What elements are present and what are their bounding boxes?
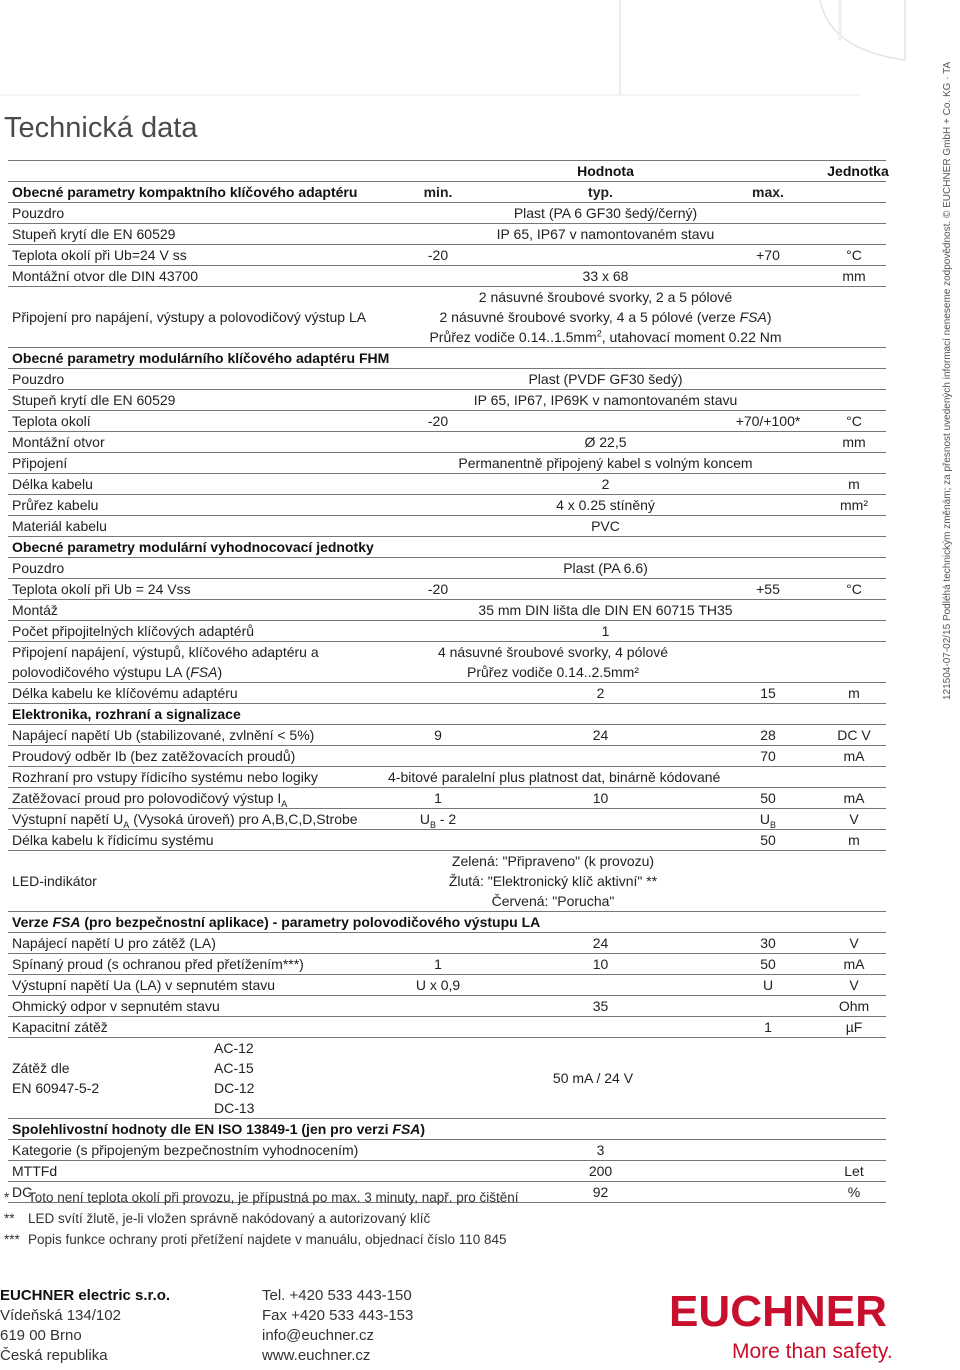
- footer-contact: [262, 1286, 413, 1366]
- table-row: [8, 1038, 886, 1119]
- footnote: [4, 1229, 519, 1250]
- page-title: Technická data: [4, 112, 198, 144]
- value-max: +70: [756, 247, 780, 263]
- param-label: Teplota okolí při Ub = 24 Vss: [12, 581, 191, 597]
- value-max: 50: [760, 956, 776, 972]
- param-value: Plast (PA 6 GF30 šedý/černý): [513, 205, 698, 221]
- euchner-logo: [668, 1290, 888, 1330]
- table-row: [8, 474, 886, 495]
- param-label: Spínaný proud (s ochranou před přetížením***): [12, 956, 304, 972]
- param-label: Materiál kabelu: [12, 518, 107, 534]
- value-min: U x 0,9: [415, 977, 461, 993]
- unit: °C: [846, 581, 862, 597]
- table-row: [8, 996, 886, 1017]
- value-subscript: B: [429, 819, 436, 830]
- header-max: max.: [752, 184, 784, 200]
- table-row: [8, 495, 886, 516]
- param-label: Pouzdro: [12, 205, 65, 221]
- param-label: Stupeň krytí dle EN 60529: [12, 392, 176, 408]
- footnote-mark: *: [4, 1190, 10, 1205]
- section-row-reliability: [8, 1119, 886, 1140]
- unit: %: [847, 1184, 861, 1200]
- country: Česká republika: [0, 1347, 108, 1364]
- value-text: , utahovací moment 0.22 Nm: [601, 329, 782, 345]
- value-max: 15: [760, 685, 776, 701]
- param-value: 3: [596, 1142, 605, 1158]
- param-value-multiline: [388, 287, 823, 347]
- value-min: [388, 809, 488, 829]
- value-typ: 35: [592, 998, 609, 1014]
- unit: mm: [842, 434, 866, 450]
- phone: Tel. +420 533 443-150: [262, 1287, 412, 1304]
- param-label: Montážní otvor dle DIN 43700: [12, 268, 198, 284]
- label-subscript: A: [123, 819, 130, 830]
- param-value: IP 65, IP67, IP69K v namontovaném stavu: [473, 392, 738, 408]
- table-row: [8, 453, 886, 474]
- param-label: Průřez kabelu: [12, 497, 99, 513]
- param-label: Kapacitní zátěž: [12, 1019, 108, 1035]
- website-link[interactable]: www.euchner.cz: [262, 1347, 371, 1364]
- footnote-text: LED svítí žlutě, je-li vložen správně nakódovaný a autorizovaný klíč: [28, 1211, 431, 1226]
- section-title: [12, 1119, 425, 1139]
- label-text: ): [217, 664, 223, 680]
- table-row: [8, 830, 886, 851]
- section-text: (pro bezpečnostní aplikace) - parametry polovodičového výstupu LA: [80, 914, 541, 930]
- param-value: PVC: [591, 518, 620, 534]
- table-row: [8, 579, 886, 600]
- section-title: Elektronika, rozhraní a signalizace: [12, 706, 241, 722]
- unit: m: [848, 476, 860, 492]
- value-max: +70/+100*: [735, 413, 801, 429]
- value-max: 1: [764, 1019, 772, 1035]
- unit: V: [849, 811, 859, 827]
- section-row-fhm: [8, 348, 886, 369]
- side-legal-text: 121504-07-02/15 Podléhá technickým změnám; za přesnost uvedených informací neneseme zodpovědnost. © EUCHNER GmbH + Co. KG · TA: [942, 61, 953, 700]
- param-label: DC: [12, 1184, 33, 1200]
- param-value: 1: [601, 623, 610, 639]
- table-row: [8, 432, 886, 453]
- section-row-eval: [8, 537, 886, 558]
- header-typ: typ.: [588, 184, 613, 200]
- unit: mm²: [840, 497, 868, 513]
- param-value: Permanentně připojený kabel s volným koncem: [458, 455, 753, 471]
- value-max: 30: [760, 935, 776, 951]
- value-line: [388, 327, 823, 347]
- param-label: Stupeň krytí dle EN 60529: [12, 226, 176, 242]
- table-row: [8, 1161, 886, 1182]
- value-text: U: [419, 811, 430, 827]
- param-value-multiline: [388, 642, 718, 682]
- label-line: Zátěž dle: [12, 1060, 70, 1076]
- label-line: EN 60947-5-2: [12, 1080, 100, 1096]
- label-line: [12, 662, 319, 682]
- led-indicator-values: [388, 851, 718, 911]
- label-subscript: A: [281, 798, 288, 809]
- label-line: Připojení napájení, výstupů, klíčového adaptéru a: [12, 644, 319, 660]
- param-label: Délka kabelu: [12, 476, 93, 492]
- param-value: Ø 22,5: [584, 434, 627, 450]
- param-label: Montážní otvor: [12, 434, 105, 450]
- table-header-row: [8, 160, 889, 182]
- table-row: [8, 390, 886, 411]
- value-typ: 24: [592, 727, 609, 743]
- section-text: ): [420, 1121, 426, 1137]
- label-text-fsa: FSA: [190, 664, 218, 680]
- unit: m: [848, 685, 860, 701]
- param-label: Připojení pro napájení, výstupy a polovodičový výstup LA: [12, 309, 367, 325]
- table-row: [8, 683, 886, 704]
- svg-text:EUCHNER: EUCHNER: [669, 1290, 887, 1330]
- unit: V: [849, 935, 859, 951]
- unit: mA: [843, 956, 865, 972]
- section-title: Obecné parametry modulárního klíčového adaptéru FHM: [12, 350, 390, 366]
- company-name: EUCHNER electric s.r.o.: [0, 1287, 171, 1304]
- param-value: 33 x 68: [582, 268, 629, 284]
- param-value: Plast (PVDF GF30 šedý): [528, 371, 683, 387]
- table-row: [8, 642, 886, 683]
- value-min: 1: [434, 790, 442, 806]
- value-line: 4 násuvné šroubové svorky, 4 pólové: [437, 644, 669, 660]
- table-row: [8, 411, 886, 432]
- table-row: [8, 266, 886, 287]
- unit: V: [849, 977, 859, 993]
- param-value: IP 65, IP67 v namontovaném stavu: [496, 226, 715, 242]
- value-max: +55: [756, 581, 780, 597]
- param-label: Teplota okolí při Ub=24 V ss: [12, 247, 187, 263]
- value-max: 50: [760, 832, 776, 848]
- value-line: Červená: "Porucha": [491, 893, 615, 909]
- category-line: AC-12: [214, 1040, 254, 1056]
- label-text: (Vysoká úroveň) pro A,B,C,D,Strobe: [129, 811, 358, 827]
- value-max: [713, 809, 823, 829]
- unit: °C: [846, 413, 862, 429]
- value-typ: 24: [592, 935, 609, 951]
- param-label: MTTFd: [12, 1163, 58, 1179]
- value-max: 50: [760, 790, 776, 806]
- section-row-fsa: [8, 912, 886, 933]
- label-text: Zatěžovací proud pro polovodičový výstup I: [12, 790, 282, 806]
- param-label: Napájecí napětí Ub (stabilizované, zvlnění < 5%): [12, 727, 315, 743]
- param-label: Kategorie (s připojeným bezpečnostním vyhodnocením): [12, 1142, 359, 1158]
- table-row: [8, 224, 886, 245]
- param-label: [12, 809, 358, 829]
- value-superscript: 2: [596, 328, 602, 339]
- unit: mA: [843, 790, 865, 806]
- header-jednotka: Jednotka: [827, 163, 889, 179]
- param-value: 50 mA / 24 V: [552, 1070, 634, 1086]
- unit: Ohm: [838, 998, 870, 1014]
- table-row: [8, 245, 886, 266]
- table-row: [8, 203, 886, 224]
- street: Vídeňská 134/102: [0, 1307, 121, 1324]
- category-line: DC-13: [214, 1100, 255, 1116]
- value-min: 1: [434, 956, 442, 972]
- param-label: Připojení: [12, 455, 68, 471]
- param-label-multiline: [12, 1058, 99, 1098]
- param-value: 35 mm DIN lišta dle DIN EN 60715 TH35: [478, 602, 733, 618]
- table-row: [8, 1017, 886, 1038]
- param-label: Pouzdro: [12, 560, 65, 576]
- email-link[interactable]: info@euchner.cz: [262, 1327, 374, 1344]
- category-line: AC-15: [214, 1060, 254, 1076]
- param-label: [12, 788, 287, 808]
- param-value: 4-bitové paralelní plus platnost dat, binárně kódované: [388, 769, 721, 785]
- table-row: [8, 851, 886, 912]
- table-row: [8, 621, 886, 642]
- value-line: 2 násuvné šroubové svorky, 2 a 5 pólové: [478, 289, 733, 305]
- footnotes: [4, 1187, 519, 1250]
- section-text-fsa: FSA: [392, 1121, 421, 1137]
- decorative-header-graphic: [0, 0, 960, 110]
- unit: m: [848, 832, 860, 848]
- value-min: -20: [427, 581, 449, 597]
- param-label-multiline: [12, 642, 319, 682]
- table-row: [8, 369, 886, 390]
- table-row: [8, 809, 886, 830]
- section-row-elec: [8, 704, 886, 725]
- unit: µF: [845, 1019, 863, 1035]
- param-label: Počet připojitelných klíčových adaptérů: [12, 623, 255, 639]
- table-row: [8, 933, 886, 954]
- param-label: Montáž: [12, 602, 58, 618]
- footnote-mark: **: [4, 1211, 15, 1226]
- value-typ: 10: [592, 790, 609, 806]
- section-row-compact: [8, 182, 886, 203]
- param-label: Délka kabelu k řídicímu systému: [12, 832, 214, 848]
- param-label: Délka kabelu ke klíčovému adaptéru: [12, 685, 238, 701]
- value-text: - 2: [435, 811, 457, 827]
- param-value: Plast (PA 6.6): [563, 560, 648, 576]
- value-subscript: B: [770, 819, 777, 830]
- category-line: DC-12: [214, 1080, 255, 1096]
- label-text: polovodičového výstupu LA (: [12, 664, 191, 680]
- unit: °C: [846, 247, 862, 263]
- table-row: [8, 725, 886, 746]
- param-value: 92: [592, 1184, 609, 1200]
- section-text-fsa: FSA: [52, 914, 81, 930]
- value-line: Průřez vodiče 0.14..2.5mm²: [467, 664, 639, 680]
- spec-table: [8, 160, 889, 1203]
- param-label: Pouzdro: [12, 371, 65, 387]
- param-label: Teplota okolí: [12, 413, 91, 429]
- footnote: [4, 1187, 519, 1208]
- footnote-text: Popis funkce ochrany proti přetížení najdete v manuálu, objednací číslo 110 845: [28, 1232, 507, 1247]
- footnote-text: Toto není teplota okolí při provozu, je přípustná po max. 3 minuty, např. pro čištění: [28, 1190, 519, 1205]
- value-text: Průřez vodiče 0.14..1.5mm: [429, 329, 597, 345]
- param-label: Ohmický odpor v sepnutém stavu: [12, 998, 220, 1014]
- value-min: -20: [427, 413, 449, 429]
- table-row: [8, 975, 886, 996]
- brand-slogan: More than safety.: [732, 1340, 893, 1363]
- section-title: Obecné parametry modulární vyhodnocovací jednotky: [12, 539, 374, 555]
- table-row: [8, 954, 886, 975]
- value-min: 9: [434, 727, 442, 743]
- param-value: 200: [588, 1163, 613, 1179]
- unit: mm: [842, 268, 866, 284]
- table-row: [8, 287, 886, 348]
- section-title: [12, 912, 540, 932]
- value-min: -20: [427, 247, 449, 263]
- value-max: 70: [760, 748, 776, 764]
- param-label: Rozhraní pro vstupy řídicího systému nebo logiky: [12, 769, 318, 785]
- value-text: 2 násuvné šroubové svorky, 4 a 5 pólové (verze: [439, 309, 740, 325]
- label-text: Výstupní napětí U: [12, 811, 124, 827]
- table-row: [8, 746, 886, 767]
- value-line: Zelená: "Připraveno" (k provozu): [451, 853, 655, 869]
- value-max: U: [762, 977, 774, 993]
- param-label: Proudový odběr Ib (bez zatěžovacích proudů): [12, 748, 296, 764]
- table-row: [8, 1140, 886, 1161]
- value-typ: 10: [592, 956, 609, 972]
- section-title: Obecné parametry kompaktního klíčového adaptéru: [12, 184, 358, 200]
- utilization-categories: [214, 1038, 254, 1118]
- fax: Fax +420 533 443-153: [262, 1307, 414, 1324]
- param-value: 4 x 0.25 stíněný: [556, 497, 655, 513]
- section-text: Spolehlivostní hodnoty dle EN ISO 13849-1 (jen pro verzi: [12, 1121, 393, 1137]
- header-hodnota: Hodnota: [577, 163, 634, 179]
- unit: DC V: [837, 727, 871, 743]
- param-value: 2: [601, 476, 610, 492]
- param-label: LED-indikátor: [12, 873, 97, 889]
- section-text: Verze: [12, 914, 53, 930]
- unit: mA: [843, 748, 865, 764]
- value-max: 28: [760, 727, 776, 743]
- table-row: [8, 788, 886, 809]
- value-text: ): [766, 309, 772, 325]
- value-line: [388, 307, 823, 327]
- param-label: Výstupní napětí Ua (LA) v sepnutém stavu: [12, 977, 276, 993]
- footer-address: [0, 1286, 170, 1366]
- param-label: Napájecí napětí U pro zátěž (LA): [12, 935, 216, 951]
- header-min: min.: [423, 184, 453, 200]
- value-text: U: [759, 811, 771, 827]
- table-row: [8, 767, 886, 788]
- footnote-mark: ***: [4, 1232, 20, 1247]
- table-row: [8, 558, 886, 579]
- unit: Let: [844, 1163, 864, 1179]
- table-row: [8, 600, 886, 621]
- footnote: [4, 1208, 519, 1229]
- table-row: [8, 516, 886, 537]
- value-line: Žlutá: "Elektronický klíč aktivní" **: [448, 873, 658, 889]
- value-text-fsa: FSA: [739, 309, 767, 325]
- value-typ: 2: [596, 685, 605, 701]
- city: 619 00 Brno: [0, 1327, 82, 1344]
